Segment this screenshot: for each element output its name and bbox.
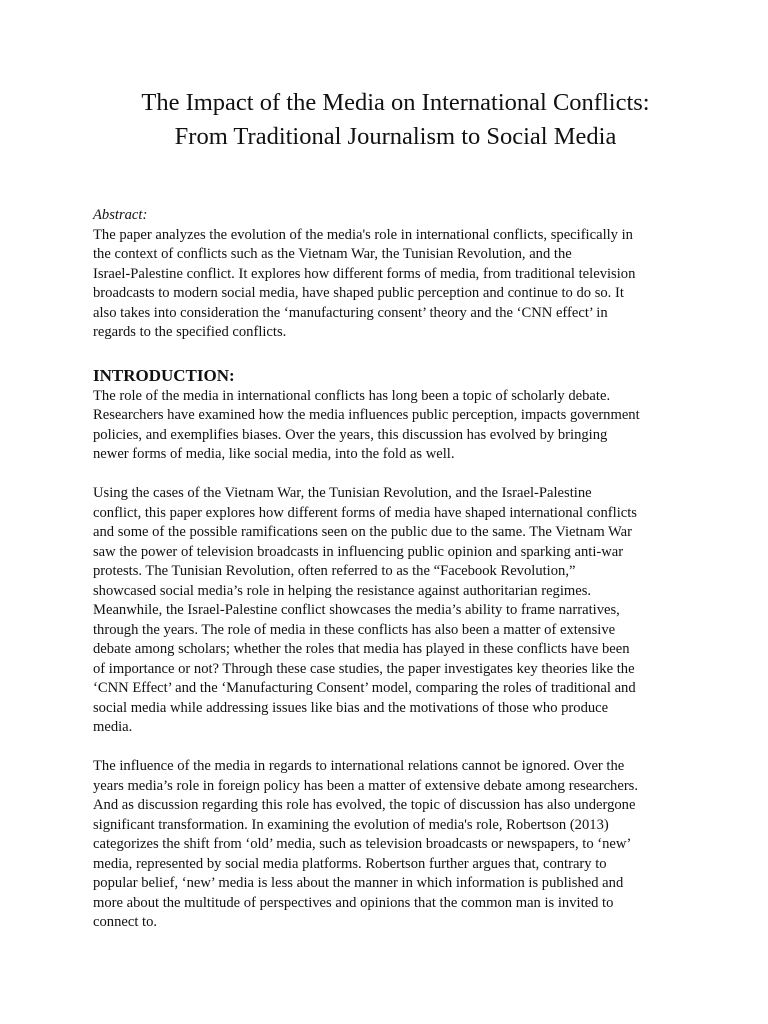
paragraph-line: significant transformation. In examining the evolution of media's role, Robertson (2013) bbox=[93, 816, 609, 833]
body-paragraph bbox=[93, 757, 698, 933]
body-paragraph bbox=[93, 387, 698, 465]
abstract-line: also takes into consideration the ‘manufacturing consent’ theory and the ‘CNN effect’ in bbox=[93, 304, 608, 321]
introduction-body bbox=[93, 387, 698, 933]
paragraph-line: more about the multitude of perspectives and opinions that the common man is invited to bbox=[93, 894, 614, 911]
abstract-line: regards to the specified conflicts. bbox=[93, 324, 287, 340]
paragraph-line: social media while addressing issues like bias and the motivations of those who produce bbox=[93, 699, 609, 716]
paragraph-line: Using the cases of the Vietnam War, the Tunisian Revolution, and the Israel-Palestine bbox=[93, 485, 592, 501]
paragraph-line: conflict, this paper explores how different forms of media have shaped international conflicts bbox=[93, 504, 637, 521]
abstract-line: Israel-Palestine conflict. It explores how different forms of media, from traditional television bbox=[93, 265, 636, 282]
abstract-line: The paper analyzes the evolution of the media's role in international conflicts, specifically in bbox=[93, 226, 633, 243]
paragraph-line: showcased social media’s role in helping the resistance against authoritarian regimes. bbox=[93, 582, 592, 599]
paragraph-line: connect to. bbox=[93, 914, 158, 930]
paragraph-line: of importance or not? Through these case studies, the paper investigates key theories like the bbox=[93, 660, 635, 677]
paragraph-line: saw the power of television broadcasts in influencing public opinion and sparking anti-war bbox=[93, 543, 624, 560]
paragraph-line: Researchers have examined how the media influences public perception, impacts government bbox=[93, 407, 640, 423]
paragraph-line: And as discussion regarding this role has evolved, the topic of discussion has also undergone bbox=[93, 797, 636, 813]
paper-title bbox=[93, 86, 698, 154]
abstract-line: broadcasts to modern social media, have shaped public perception and continue to do so. It bbox=[93, 285, 624, 301]
abstract-label: Abstract: bbox=[93, 207, 148, 223]
abstract-text bbox=[93, 226, 698, 343]
paragraph-line: debate among scholars; whether the roles that media has played in these conflicts have been bbox=[93, 641, 630, 657]
paragraph-line: media, represented by social media platforms. Robertson further argues that, contrary to bbox=[93, 855, 607, 872]
introduction-heading: INTRODUCTION: bbox=[93, 365, 235, 385]
paragraph-line: The role of the media in international conflicts has long been a topic of scholarly debate. bbox=[93, 387, 611, 404]
body-paragraph bbox=[93, 484, 698, 738]
paragraph-line: Meanwhile, the Israel-Palestine conflict showcases the media’s ability to frame narratives, bbox=[93, 602, 620, 618]
paragraph-line: popular belief, ‘new’ media is less about the manner in which information is published and bbox=[93, 875, 624, 891]
paragraph-line: years media’s role in foreign policy has been a matter of extensive debate among researchers. bbox=[93, 777, 639, 794]
paragraph-line: and some of the possible ramifications seen on the public due to the same. The Vietnam War bbox=[93, 524, 632, 540]
paragraph-line: The influence of the media in regards to international relations cannot be ignored. Over the bbox=[93, 758, 625, 774]
paragraph-line: ‘CNN Effect’ and the ‘Manufacturing Consent’ model, comparing the roles of traditional and bbox=[93, 680, 636, 696]
paragraph-line: categorizes the shift from ‘old’ media, such as television broadcasts or newspapers, to ‘new’ bbox=[93, 836, 632, 852]
title-line: From Traditional Journalism to Social Media bbox=[174, 123, 617, 150]
abstract-line: the context of conflicts such as the Vietnam War, the Tunisian Revolution, and the bbox=[93, 246, 572, 262]
paragraph-line: through the years. The role of media in these conflicts has also been a matter of extensive bbox=[93, 621, 616, 638]
paragraph-line: policies, and exemplifies biases. Over the years, this discussion has evolved by bringing bbox=[93, 426, 608, 443]
paragraph-line: newer forms of media, like social media, into the fold as well. bbox=[93, 446, 455, 462]
paragraph-line: media. bbox=[93, 719, 133, 735]
paragraph-line: protests. The Tunisian Revolution, often referred to as the “Facebook Revolution,” bbox=[93, 563, 576, 579]
title-line: The Impact of the Media on International Conflicts: bbox=[141, 89, 650, 116]
